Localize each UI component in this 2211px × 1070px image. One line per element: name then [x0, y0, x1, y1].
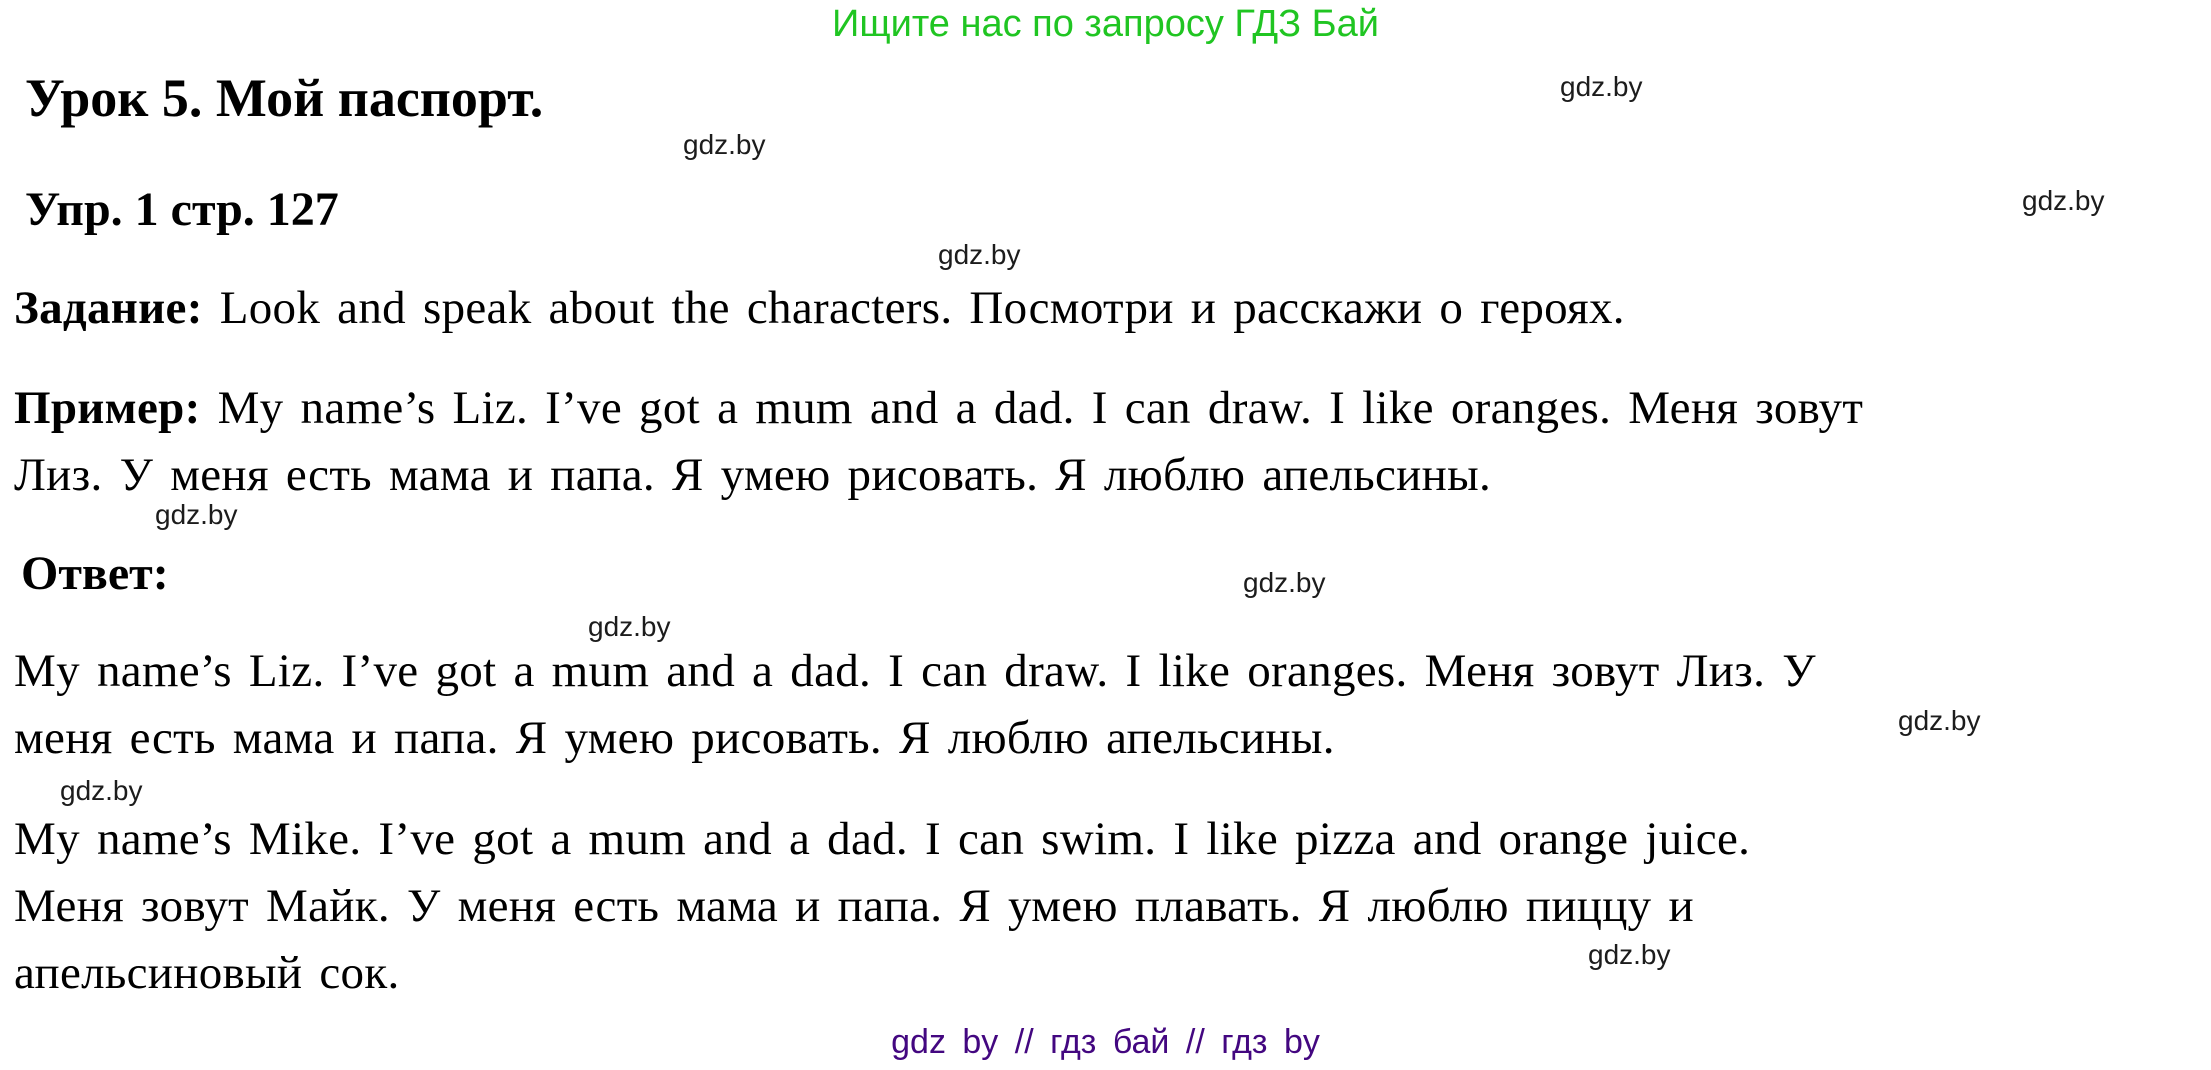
gdz-watermark: gdz.by: [1898, 705, 1981, 736]
task-label: Задание:: [14, 282, 203, 334]
example-paragraph: [14, 375, 1863, 509]
task-paragraph: [14, 275, 1625, 342]
site-footer-links[interactable]: gdz by // гдз бай // гдз by: [891, 1023, 1320, 1061]
gdz-watermark: gdz.by: [683, 129, 766, 160]
task-line: [14, 275, 1625, 342]
answer-liz-line-1: My name’s Liz. I’ve got a mum and a dad. I can draw. I like oranges. Меня зовут Лиз. У: [14, 645, 1816, 697]
gdz-watermark: gdz.by: [588, 611, 671, 642]
task-text: Look and speak about the characters. Посмотри и расскажи о героях.: [202, 282, 1625, 334]
answer-mike-line-2: Меня зовут Майк. У меня есть мама и папа. Я умею плавать. Я люблю пиццу и: [14, 880, 1694, 932]
answer-liz-line-2: меня есть мама и папа. Я умею рисовать. Я люблю апельсины.: [14, 712, 1335, 764]
example-line-1: [14, 375, 1863, 442]
gdz-watermark: gdz.by: [60, 775, 143, 806]
example-label: Пример:: [14, 382, 201, 434]
gdz-watermark: gdz.by: [155, 499, 238, 530]
answer-heading: Ответ:: [21, 547, 169, 600]
gdz-watermark: gdz.by: [1560, 71, 1643, 102]
gdz-watermark: gdz.by: [2022, 185, 2105, 216]
gdz-watermark: gdz.by: [1243, 567, 1326, 598]
example-text: My name’s Liz. I’ve got a mum and a dad. I can draw. I like oranges. Меня зовут: [200, 382, 1864, 434]
answer-mike-line-3: апельсиновый сок.: [14, 947, 400, 999]
exercise-reference: Упр. 1 стр. 127: [25, 183, 339, 236]
answer-paragraph-mike: [14, 806, 1750, 1007]
gdz-watermark: gdz.by: [938, 239, 1021, 270]
gdz-watermark: gdz.by: [1588, 939, 1671, 970]
answer-paragraph-liz: [14, 638, 1816, 772]
page-title: Урок 5. Мой паспорт.: [25, 68, 544, 128]
promo-banner: Ищите нас по запросу ГДЗ Бай: [832, 3, 1379, 45]
example-line-2: Лиз. У меня есть мама и папа. Я умею рисовать. Я люблю апельсины.: [14, 449, 1491, 501]
answer-mike-line-1: My name’s Mike. I’ve got a mum and a dad. I can swim. I like pizza and orange juice.: [14, 813, 1751, 865]
